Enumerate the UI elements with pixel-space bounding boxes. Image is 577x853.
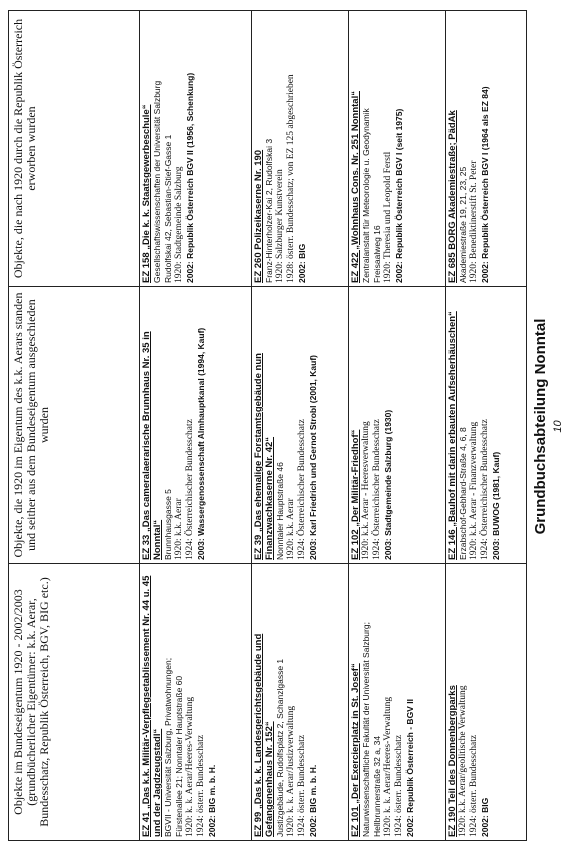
property-cell [252,564,349,841]
ownership-line: 2003: Stadtgemeinde Salzburg (1930) [382,409,393,560]
ownership-line: 2002: Republik Österreich BGV I (1964 als EZ 84) [479,86,490,283]
property-ledger-table [8,10,527,841]
ownership-line: Fürstenallee 21; Nonntaler Hauptstraße 60 [174,675,184,837]
property-cell [445,11,526,287]
ownership-line: Justizgebäude, Rudolfsplatz 2, Schanzlgasse 1 [275,658,286,837]
column-header: Objekte im Bundeseigentum 1920 - 2002/2003 (grundbücherlicher Eigentümer: k.k. Aerar, Bundesschatz, Republik Österreich, BGV, BIG etc.) [9,564,140,841]
ownership-line: 1920: k.k. Aerar - Heeresverwaltung [360,421,371,560]
ownership-line: Nonntaler Hauptstraße 46 [275,462,286,560]
ownership-line: 1920: k.k. Aerar [174,498,184,560]
property-title: EZ 33 „Das cameralaerarische Brunnhaus Nr. 35 in Nonntal“ [141,331,163,560]
ownership-line: Naturwissenschaftliche Fakultät der Universität Salzburg; Hellbrunnerstraße 32 a, 34 [360,622,382,837]
ownership-line: 1920: k.k. Aerar/geolitische Verwaltung [457,685,468,837]
table-row [445,11,526,841]
ownership-line: 1920: k. k. Aerar/Justizverwaltung [286,705,297,837]
property-title: EZ 99 „Das k. k. Landesgerichtsgebäude und Gefangenenhaus Nr. 152“ [253,633,276,837]
property-title: EZ 190 Teil des Donnenbergparks [446,685,458,837]
ownership-line: 1924: österr. Bundesschatz [468,734,479,837]
header-row [9,11,140,841]
property-cell [445,287,526,564]
property-title: EZ 39 „Das ehemalige Forstamtsgebäude nun Finanzwachkaserne Nr. 42“ [253,353,276,560]
column-header: Objekte, die nach 1920 durch die Republik Österreich erworben wurden [9,11,140,287]
ownership-line: Gesellschaftswissenschaften der Universität Salzburg [152,80,162,283]
property-cell [252,287,349,564]
ownership-line: 2003: BUWOG (1981, Kauf) [490,451,501,560]
ownership-line: Akademiestraße 19, 21, 23, 25 [457,166,468,283]
table-row [140,11,252,841]
ownership-line: 2002: BIG m. b. H. [308,764,319,837]
property-title: EZ 102 „Der Militär-Friedhof“ [349,429,361,560]
ownership-line: 1924: österr. Bundesschatz [297,734,308,837]
page-number: 10 [552,420,564,433]
property-cell [445,564,526,841]
property-title: EZ 41 „Das k.k. Militär-Verpflegsetablissement Nr. 44 u. 45 und der Jagdzeugstadl“ [141,575,163,837]
ownership-line: 1920: k. k. Aerar/Heeres-Verwaltung [185,696,195,837]
column-header: Objekte, die 1920 im Eigentum des k.k. Aerars standen und seither aus dem Bundeseigentum ausgeschieden wurden [9,287,140,564]
ownership-line: Erzabschof-Gebhard-Straße 4, 6, 8 [457,427,468,560]
property-cell [140,11,252,287]
ownership-line: 2003: Wassergenossenschaft Almhauptkanal (1994, Kauf) [196,327,206,560]
ownership-line: 1920: k. k. Aerar/Heeres-Verwaltung [382,696,393,837]
property-title: EZ 260 Polizeikaserne Nr. 190 [253,149,265,283]
ownership-line: 1924: Österreichischer Bundesschatz [479,419,490,560]
ownership-line: 1924: Österreichischer Bundesschatz [371,419,382,560]
ownership-line: 2002: Republik Österreich - BGV II [404,699,415,837]
property-cell [140,287,252,564]
property-cell [140,564,252,841]
property-title: EZ 101 „Der Exercierplatz in St. Josef“ [349,663,361,837]
ownership-line: 1920: Benediktinerstift St. Peter [468,160,479,283]
ownership-line: BGVII - Universität Salzburg, Privatwohnungen; [163,657,173,837]
ownership-line: Brunnhausgasse 5 [163,489,173,560]
property-title: EZ 685 BORG Akademiestraße; PädAk [446,110,458,283]
page-title: Grundbuchsabteilung Nonntal [532,318,549,535]
ownership-line: 1924: österr. Bundesschatz [393,734,404,837]
property-cell [348,11,445,287]
property-cell [252,11,349,287]
property-cell [348,564,445,841]
ownership-line: 1924: österr. Bundesschatz [196,734,206,837]
ownership-line: 2002: Republik Österreich BGV I (seit 1975) [393,108,404,283]
ownership-line: 1920: k.k. Aerar - Finanzverwaltung [468,421,479,560]
ownership-line: Franz-Hinterholzer-Kai 2, Rudolfskai 3 [264,138,275,283]
ownership-line: 1920: Theresia und Leopold Ferstl [382,151,393,283]
ownership-line: 2003: Karl Friedrich und Gernot Strobl (2001, Kauf) [308,355,319,560]
ownership-line: 2002: Republik Österreich BGV II (1956, Schenkung) [185,72,195,283]
ownership-line: Freisaalweg 16 [371,225,382,283]
ownership-line: 1928: österr. Bundesschatz; von EZ 125 abgeschrieben [286,74,297,283]
ownership-line: Zentralanstalt für Meteorologie u. Geodynamik [360,108,371,283]
property-title: EZ 158 „Die k. k. Staatsgewerbeschule“ [141,104,152,283]
property-title: EZ 422 „Wohnhaus Cons. Nr. 251 Nonntal“ [349,91,361,283]
property-title: EZ 146 „Bauhof mit darin erbauten Aufseherhäuschen“ [446,311,458,560]
ownership-line: 1924: Österreichischer Bundesschatz [297,419,308,560]
ownership-line: 1920: Salzburger Kunstverein [275,169,286,283]
table-row [348,11,445,841]
ownership-line: 2002: BIG [297,243,308,283]
ownership-line: Rudolfskai 42, Sebastian-Stief-Gasse 1 [163,134,173,283]
table-row [252,11,349,841]
ownership-line: 2002: BIG [479,797,490,837]
property-cell [348,287,445,564]
ownership-line: 1924: Österreichischer Bundesschatz [185,419,195,560]
ownership-line: 1920: Stadtgemeinde Salzburg [174,166,184,283]
ownership-line: 2002: BIG m. b. H. [207,764,217,837]
ownership-line: 1920: k.k. Aerar [286,498,297,560]
